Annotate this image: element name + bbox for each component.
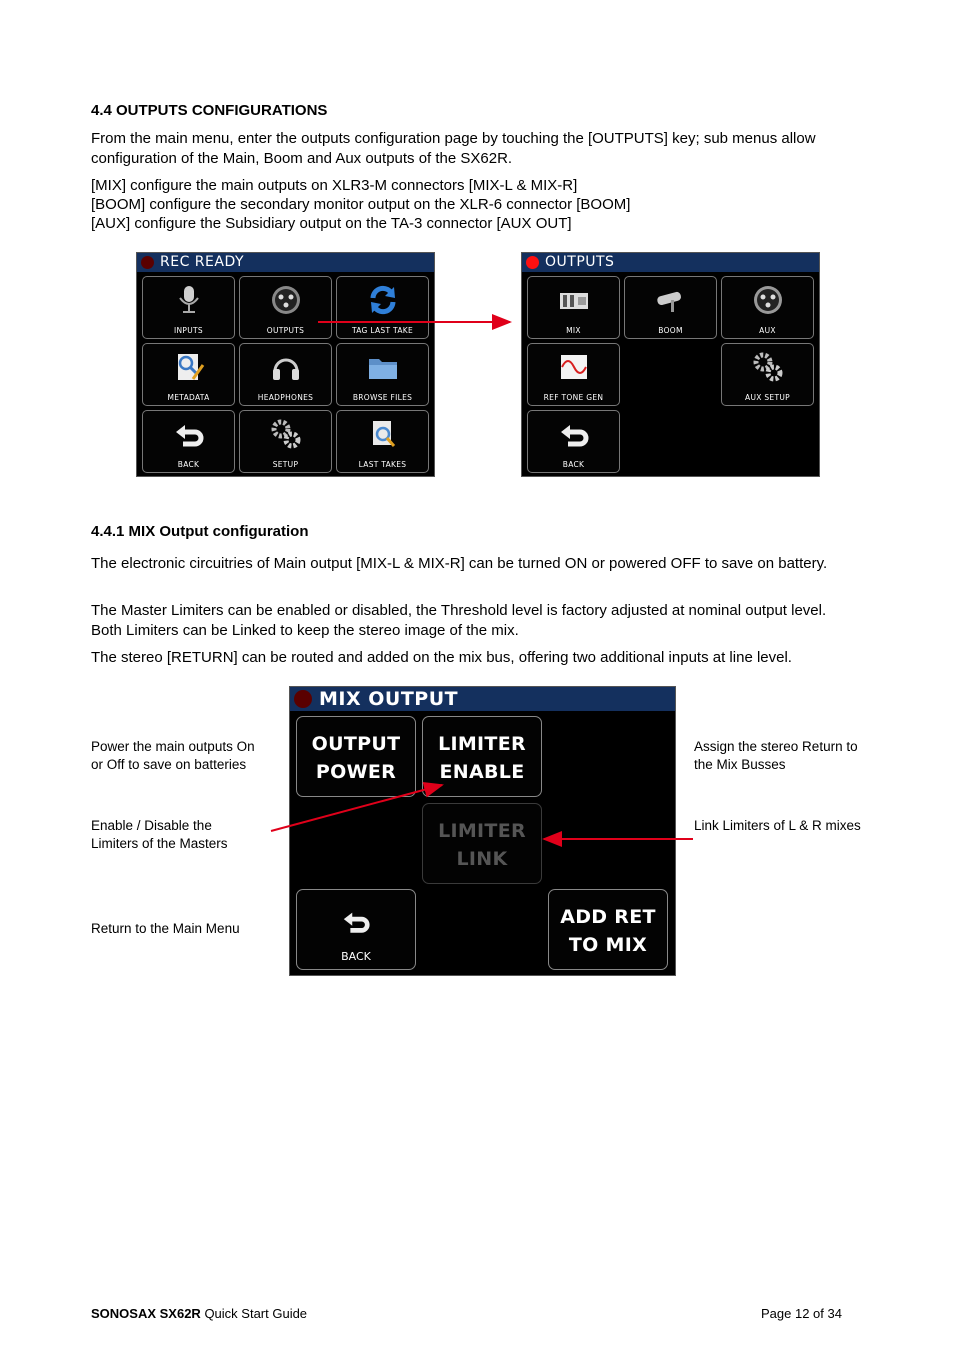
item-boom: [BOOM] configure the secondary monitor output on the XLR-6 connector [BOOM]	[91, 196, 631, 213]
tile-label: MIX	[566, 326, 581, 335]
button-label-line: ENABLE	[439, 761, 525, 783]
tile-label: TAG LAST TAKE	[351, 326, 414, 335]
enable-arrow	[271, 785, 442, 831]
mix-output-title: MIX OUTPUT	[319, 688, 459, 710]
outputs-menu-title: OUTPUTS	[545, 254, 615, 270]
button-label-line: POWER	[315, 761, 397, 783]
tile-label: REF TONE GEN	[543, 393, 604, 402]
footer-brand: SONOSAX SX62R	[91, 1306, 201, 1321]
tile-label: AUX	[759, 326, 776, 335]
button-label-line: LINK	[456, 848, 508, 870]
item-mix: [MIX] configure the main outputs on XLR3-M connectors [MIX-L & MIX-R]	[91, 177, 578, 194]
footer-left	[91, 1306, 307, 1321]
annotation-line: Assign the stereo Return to	[694, 739, 858, 754]
tile-label: BOOM	[658, 326, 683, 335]
button-label-line: TO MIX	[568, 934, 648, 956]
annotation-line: Limiters of the Masters	[91, 835, 228, 851]
button-label-line: ADD RET	[560, 906, 656, 928]
item-aux: [AUX] configure the Subsidiary output on the TA-3 connector [AUX OUT]	[91, 215, 572, 232]
back-label: BACK	[341, 950, 371, 963]
paragraph-return: The stereo [RETURN] can be routed and added on the mix bus, offering two additional inputs at line level.	[91, 649, 792, 666]
tile-label: BACK	[562, 460, 585, 469]
tile-label: AUX SETUP	[745, 393, 790, 402]
section-intro: From the main menu, enter the outputs configuration page by touching the [OUTPUTS] key; sub menus allow configuration of the Main, Boom and Aux outputs of the SX62R.	[91, 130, 816, 167]
annotation-line: or Off to save on batteries	[91, 756, 247, 772]
tile-label: LAST TAKES	[358, 460, 407, 469]
tile-label: HEADPHONES	[257, 393, 314, 402]
subsection-title: 4.4.1 MIX Output configuration	[91, 523, 309, 540]
page-number: Page 12 of 34	[761, 1306, 842, 1321]
annotation-line: Power the main outputs On	[91, 739, 255, 754]
tile-label: SETUP	[272, 460, 299, 469]
annotation-line: the Mix Busses	[694, 756, 786, 772]
tile-label: BACK	[177, 460, 200, 469]
main-menu-title: REC READY	[160, 254, 245, 270]
annotation-line: Enable / Disable the	[91, 818, 212, 833]
annotation-return-menu: Return to the Main Menu	[91, 921, 240, 936]
button-label-line: OUTPUT	[311, 733, 401, 755]
footer-doc-title: Quick Start Guide	[200, 1306, 308, 1321]
section-title: 4.4 OUTPUTS CONFIGURATIONS	[91, 102, 328, 119]
tile-label: METADATA	[167, 393, 210, 402]
tile-label: OUTPUTS	[266, 326, 305, 335]
button-label-line: LIMITER	[438, 820, 526, 842]
tile-label: INPUTS	[174, 326, 203, 335]
paragraph-power: The electronic circuitries of Main output [MIX-L & MIX-R] can be turned ON or powered OFF to save on battery.	[91, 555, 828, 572]
tile-label: BROWSE FILES	[352, 393, 413, 402]
paragraph-limiters: The Master Limiters can be enabled or disabled, the Threshold level is factory adjusted at nominal output level. Both Limiters can be Linked to keep the stereo image of the mix.	[91, 602, 827, 639]
button-label-line: LIMITER	[438, 733, 526, 755]
annotation-link: Link Limiters of L & R mixes	[694, 818, 861, 833]
